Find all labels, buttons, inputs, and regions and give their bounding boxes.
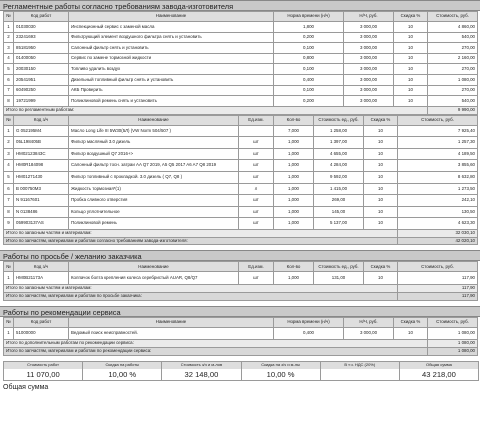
table-cell: 1 (4, 125, 14, 137)
col-header: Скидка % (364, 262, 398, 272)
col-header: Код работ (14, 317, 69, 327)
table-cell: Сервис по замене тормозной жидкости (69, 53, 274, 64)
table-cell: 7 (4, 85, 14, 96)
section-title-customer: Работы по просьбе / желанию заказчика (0, 250, 480, 261)
grand-total-label: Итого по запчастям, материалам и работам согласно требованиям завода-изготовителя: (4, 237, 398, 245)
table-cell: 0,100 (274, 64, 344, 75)
table-cell: 242,10 (398, 195, 478, 207)
table-cell: 0,800 (274, 53, 344, 64)
table-row (4, 272, 478, 285)
table-cell: Пробка сливного отверстия (69, 195, 239, 207)
table-cell: 3 000,00 (344, 74, 394, 85)
table-cell: 1 (4, 327, 14, 340)
table-cell: 270,00 (428, 64, 478, 75)
table-cell: 269,00 (314, 195, 364, 207)
col-header: Н/Ч, руб. (344, 12, 394, 22)
table-cell: 1,000 (274, 272, 314, 285)
table-cell: 0,200 (274, 32, 344, 43)
table-row (4, 183, 478, 195)
table-cell: Салонный фильтр тосн. затраи AA Q7 2019, A5 Q5 2017 A6 A7 Q8 2019 (69, 160, 239, 172)
footer-label: Стоимость з/ч и м-лов (162, 362, 240, 369)
table-cell: 60490250 (14, 85, 69, 96)
subtotal-value: 1 080,00 (428, 340, 478, 348)
table-cell: 145,00 (314, 206, 364, 218)
col-header: Стоимость ед., руб. (314, 115, 364, 125)
table-cell: 9 592,00 (314, 171, 364, 183)
section-title-scheduled: Регламентные работы согласно требованиям завода-изготовителя (0, 0, 480, 11)
table-cell: 1,000 (274, 148, 314, 160)
grand-total-row (4, 348, 478, 356)
table-cell: HM01271430 (14, 171, 69, 183)
table-cell: 10 (364, 183, 398, 195)
table-row (4, 74, 478, 85)
footer-value: 43 218,00 (422, 369, 456, 379)
subtotal-value: 9 990,00 (428, 106, 478, 114)
table-cell: 1,000 (274, 206, 314, 218)
table-row (4, 206, 478, 218)
table-row (4, 160, 478, 172)
table-cell: 05L198405B (14, 137, 69, 149)
footer-cell (242, 362, 321, 380)
grand-total-row (4, 237, 478, 245)
footer-value: 32 148,00 (184, 369, 219, 379)
col-header: Н/Ч, руб. (344, 317, 394, 327)
footer-cell (83, 362, 162, 380)
table-cell: 2 (4, 137, 14, 149)
table-cell: 2 (4, 32, 14, 43)
footer-label: В т.ч. НДС (20%) (321, 362, 399, 369)
parts-total-row (4, 285, 478, 293)
table-cell: шт (239, 206, 274, 218)
table-cell: 10 (394, 96, 428, 107)
footer-value: 10,00 % (108, 369, 137, 379)
table-cell: Салонный фильтр снять и установить (69, 43, 274, 54)
grand-total-row (4, 292, 478, 300)
table-cell: 4 284,00 (314, 160, 364, 172)
subtotal-label: Итого по дополнительным работам по рекомендации сервиса: (4, 340, 428, 348)
table-row (4, 64, 478, 75)
col-header: Норма времени (н/ч) (274, 12, 344, 22)
footer-label: Скидка на работы (83, 362, 161, 369)
table-cell: 3 000,00 (344, 85, 394, 96)
col-header: Скидка % (364, 115, 398, 125)
table-cell: HM0R184098 (14, 160, 69, 172)
table-row (4, 32, 478, 43)
col-header: Кол-во (274, 115, 314, 125)
grand-total-value: 117,90 (398, 292, 478, 300)
col-header: Наименование (69, 115, 239, 125)
table-cell: 10 (394, 22, 428, 33)
table-cell: 117,90 (398, 272, 478, 285)
table-cell: 01400050 (14, 53, 69, 64)
col-header: Наименование (69, 262, 239, 272)
grand-total-value: 42 020,10 (398, 237, 478, 245)
table-cell: 3 855,60 (398, 160, 478, 172)
parts-total-value: 117,90 (398, 285, 478, 293)
table-row (4, 327, 478, 340)
table-cell: 4 189,50 (398, 148, 478, 160)
col-header: Код з/ч (14, 262, 69, 272)
table-row (4, 43, 478, 54)
table-cell: 01030030 (14, 22, 69, 33)
table-row (4, 137, 478, 149)
table-cell: Топливо удалить воздух (69, 64, 274, 75)
table-cell: 3 000,00 (344, 53, 394, 64)
col-header: Ед.изм. (239, 115, 274, 125)
footer-cell (162, 362, 241, 380)
parts-table-customer (3, 261, 478, 300)
parts-total-label: Итого по запасным частям и материалам: (4, 285, 398, 293)
col-header: № (4, 12, 14, 22)
table-cell: 540,00 (428, 96, 478, 107)
col-header: Стоимость, руб. (428, 12, 478, 22)
col-header: Скидка % (394, 317, 428, 327)
table-cell: 4 (4, 53, 14, 64)
table-cell: Ведомый поиск неисправностей. (69, 327, 274, 340)
table-cell: Колпачок болта крепления колеса серебристый AUAR, Q8/Q7 (69, 272, 239, 285)
table-cell: 10 (394, 327, 428, 340)
table-cell: 10 (364, 195, 398, 207)
table-cell: N 0138486 (14, 206, 69, 218)
parts-total-label: Итого по запасным частям и материалам: (4, 229, 398, 237)
table-cell: 3 000,00 (344, 64, 394, 75)
subtotal-row (4, 340, 478, 348)
table-cell: 5 (4, 64, 14, 75)
table-cell: HM02123843C (14, 148, 69, 160)
table-cell: 3 000,00 (344, 43, 394, 54)
table-cell: 131,00 (314, 272, 364, 285)
table-cell: 1 (4, 22, 14, 33)
col-header: Код з/ч (14, 115, 69, 125)
table-cell: 9 (4, 218, 14, 230)
table-header-row (4, 115, 478, 125)
table-cell: 1,000 (274, 137, 314, 149)
footer-label: Стоимость работ (4, 362, 82, 369)
table-cell: 10 (364, 148, 398, 160)
table-row (4, 218, 478, 230)
col-header: Стоимость, руб. (398, 115, 478, 125)
table-cell: Поликлиновой ремень снять и установить (69, 96, 274, 107)
table-row (4, 96, 478, 107)
table-cell: 5 137,00 (314, 218, 364, 230)
table-cell: 8 (4, 206, 14, 218)
table-cell: 10 (394, 74, 428, 85)
table-cell: 1,000 (274, 160, 314, 172)
labor-table-recommended (3, 317, 478, 356)
table-cell: шт (239, 137, 274, 149)
table-cell: шт (239, 218, 274, 230)
table-cell: 130,50 (398, 206, 478, 218)
table-cell: 10 (364, 171, 398, 183)
footer-cell (4, 362, 83, 380)
table-row (4, 195, 478, 207)
table-row (4, 22, 478, 33)
table-cell: 1 273,50 (398, 183, 478, 195)
table-cell: 0,400 (274, 74, 344, 85)
table-cell: Поликлиновой ремень (69, 218, 239, 230)
table-header-row (4, 317, 478, 327)
table-cell: 20541951 (14, 74, 69, 85)
footer-cell (321, 362, 400, 380)
col-header: Стоимость, руб. (428, 317, 478, 327)
table-cell: Фильтр воздушный Q7 2016+> (69, 148, 239, 160)
table-cell: 10 (364, 218, 398, 230)
table-cell: 1 257,30 (398, 137, 478, 149)
table-cell: Дизельный топливный фильтр снять и установить (69, 74, 274, 85)
table-cell: 6 (4, 183, 14, 195)
table-cell: 3 (4, 43, 14, 54)
table-cell: Кольцо уплотнительное (69, 206, 239, 218)
table-cell: 059903137AS (14, 218, 69, 230)
table-cell: Жидкость тормозная*(1) (69, 183, 239, 195)
table-cell: л (239, 183, 274, 195)
col-header: № (4, 317, 14, 327)
table-cell: 8 632,80 (398, 171, 478, 183)
table-cell: 270,00 (428, 85, 478, 96)
footer-value (321, 369, 399, 380)
col-header: Наименование (69, 12, 274, 22)
totals-footer (3, 361, 479, 381)
table-cell: 3 000,00 (344, 96, 394, 107)
table-cell: 1 415,00 (314, 183, 364, 195)
table-cell: 6 (4, 74, 14, 85)
table-cell: 10 (394, 32, 428, 43)
section-title-recommended: Работы по рекомендации сервиса (0, 306, 480, 317)
col-header: № (4, 115, 14, 125)
grand-total-value: 1 080,00 (428, 348, 478, 356)
col-header: Наименование (69, 317, 274, 327)
parts-total-row (4, 229, 478, 237)
table-cell: Фильтр топливный с прокладкой. 3.0 дизель ( Q7, Q8 ) (69, 171, 239, 183)
table-cell: 8 (4, 96, 14, 107)
table-cell: 4 860,00 (428, 22, 478, 33)
table-cell: G 052195M4 (14, 125, 69, 137)
table-cell: Фильтрующий элемент воздушного фильтра снять и установить (69, 32, 274, 43)
table-cell: 2 160,00 (428, 53, 478, 64)
table-cell: 1,000 (274, 183, 314, 195)
table-cell: 0,100 (274, 85, 344, 96)
table-cell: 1,000 (274, 195, 314, 207)
table-cell: Фильтр масляный 3.0 дизель (69, 137, 239, 149)
table-cell: 51000000 (14, 327, 69, 340)
subtotal-label: Итого по регламентным работам: (4, 106, 428, 114)
table-cell: HM0B21173A (14, 272, 69, 285)
table-cell: 0,200 (274, 96, 344, 107)
col-header: Кол-во (274, 262, 314, 272)
table-cell: 10 (364, 137, 398, 149)
table-cell: 1 (4, 272, 14, 285)
table-cell: шт (239, 272, 274, 285)
footer-value: 10,00 % (266, 369, 295, 379)
table-cell: шт (239, 195, 274, 207)
footer-label: Общая сумма (400, 362, 478, 369)
table-row (4, 125, 478, 137)
subtotal-row (4, 106, 478, 114)
table-cell: 1 080,00 (428, 327, 478, 340)
col-header: Стоимость ед., руб. (314, 262, 364, 272)
table-cell: шт (239, 148, 274, 160)
table-cell: 10 (394, 85, 428, 96)
col-header: Скидка % (394, 12, 428, 22)
table-cell: 4 (4, 160, 14, 172)
table-cell: N 91167601 (14, 195, 69, 207)
table-cell: 10 (364, 125, 398, 137)
col-header: № (4, 262, 14, 272)
table-cell: 7 925,40 (398, 125, 478, 137)
table-cell: 7,000 (274, 125, 314, 137)
table-cell: 3 000,00 (344, 32, 394, 43)
parts-table-scheduled (3, 115, 478, 246)
table-cell: 1 258,00 (314, 125, 364, 137)
table-cell: Масло Long Life III 5W30(5Л) (VW Norm 504/507 ) (69, 125, 239, 137)
table-row (4, 148, 478, 160)
table-cell: 10 (364, 206, 398, 218)
table-cell: 0,100 (274, 43, 344, 54)
table-cell: 10 (394, 53, 428, 64)
table-cell: 3 (4, 148, 14, 160)
table-cell: 4 655,00 (314, 148, 364, 160)
table-cell: 85181950 (14, 43, 69, 54)
table-cell: 1,000 (274, 171, 314, 183)
table-row (4, 171, 478, 183)
table-cell: 4 623,30 (398, 218, 478, 230)
table-cell: 10 (394, 64, 428, 75)
col-header: Норма времени (н/ч) (274, 317, 344, 327)
footer-label: Скидка на з/ч и м-лы (242, 362, 320, 369)
table-cell: 540,00 (428, 32, 478, 43)
table-header-row (4, 12, 478, 22)
grand-total-label: Итого по запчастям, материалам и работам по просьбе заказчика: (4, 292, 398, 300)
footer-cell (400, 362, 478, 380)
table-header-row (4, 262, 478, 272)
table-cell: 7 (4, 195, 14, 207)
table-cell: Инспекционный сервис с заменой масла (69, 22, 274, 33)
col-header: Ед.изм. (239, 262, 274, 272)
table-cell: 10 (364, 272, 398, 285)
table-cell: шт (239, 171, 274, 183)
labor-table-scheduled (3, 11, 478, 115)
table-cell: 1 080,00 (428, 74, 478, 85)
table-cell: 3 000,00 (344, 327, 394, 340)
col-header: Стоимость, руб. (398, 262, 478, 272)
table-cell: 23241693 (14, 32, 69, 43)
footer-value: 11 070,00 (26, 369, 60, 379)
table-cell: 19721999 (14, 96, 69, 107)
table-cell: 0,400 (274, 327, 344, 340)
table-cell: 1,000 (274, 218, 314, 230)
table-row (4, 53, 478, 64)
table-cell: шт (239, 160, 274, 172)
parts-total-value: 32 030,10 (398, 229, 478, 237)
table-row (4, 85, 478, 96)
table-cell: 3 000,00 (344, 22, 394, 33)
table-cell: 10 (364, 160, 398, 172)
table-cell: 20030150 (14, 64, 69, 75)
table-cell: 1,800 (274, 22, 344, 33)
grand-total-label: Итого по запчастям, материалам и работам по рекомендации сервиса: (4, 348, 428, 356)
next-section-title: Общая сумма (3, 383, 49, 391)
table-cell (239, 125, 274, 137)
table-cell: B 000750M3 (14, 183, 69, 195)
table-cell: 10 (394, 43, 428, 54)
table-cell: 1 397,00 (314, 137, 364, 149)
table-cell: АКБ Проверить (69, 85, 274, 96)
table-cell: 270,00 (428, 43, 478, 54)
table-cell: 5 (4, 171, 14, 183)
col-header: Код работ (14, 12, 69, 22)
